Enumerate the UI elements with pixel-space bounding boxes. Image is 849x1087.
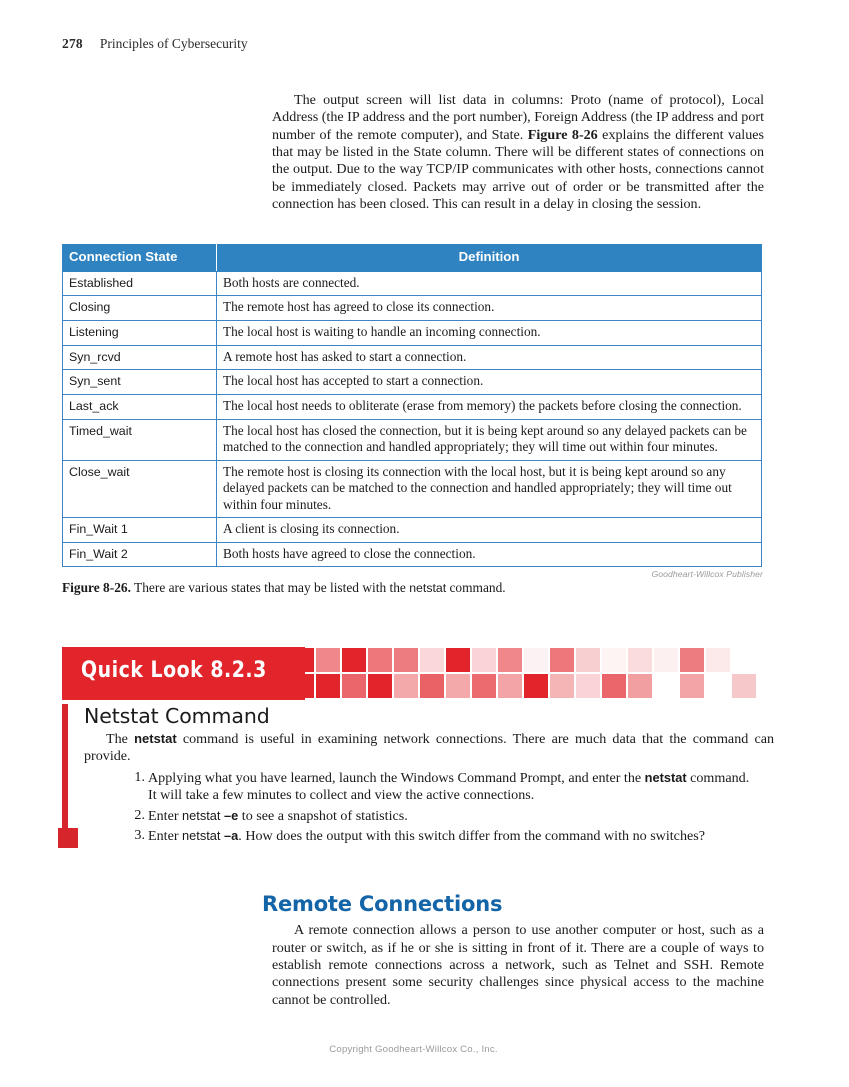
mosaic-square [472,674,496,698]
mosaic-square [472,648,496,672]
table-row [63,296,762,321]
mosaic-square [446,674,470,698]
cell-definition: The local host is waiting to handle an incoming connection. [217,320,762,345]
ql-intro-after: command is useful in examining network connections. There are much data that the command can provide. [84,731,774,765]
quick-look-intro-paragraph [84,730,774,766]
ql-intro-before: The [106,731,135,747]
cell-state: Fin_Wait 2 [63,542,217,567]
intro-text-part2: explains the different values that may be listed in the State column. There will be different states of connections on the output. Due to the way TCP/IP communicates with other hosts, connections cannot be immediately closed. Packets may arrive out of order or be transmitted after the connection has been closed. This can result in a delay in closing the session. [272,126,764,213]
cell-definition: A client is closing its connection. [217,517,762,542]
figure-caption-text-after: command. [446,580,506,595]
cell-state: Syn_rcvd [63,345,217,370]
cell-definition: Both hosts are connected. [217,271,762,296]
ql-intro-command: netstat [134,731,177,746]
list-item-number: 2. [134,806,145,823]
quick-look-spine-bar [62,704,68,833]
mosaic-square [342,674,366,698]
footer-copyright: Copyright Goodheart-Willcox Co., Inc. [329,1044,498,1055]
quick-look-title: Quick Look 8.2.3 [81,658,267,683]
quick-look-heading: Netstat Command [84,704,270,728]
mosaic-square [498,648,522,672]
list-item-text-before: Enter [148,828,183,845]
cell-definition: The remote host has agreed to close its connection. [217,296,762,321]
cell-definition: A remote host has asked to start a connection. [217,345,762,370]
list-item-number: 1. [134,768,145,785]
cell-definition: The remote host is closing its connection with the local host, but it is being kept around so any delayed packets can be matched to the connection and handled appropriately; they will time out within four minutes. [217,460,762,517]
mosaic-square [654,648,678,672]
table-body [63,271,762,567]
cell-definition: The local host needs to obliterate (erase from memory) the packets before closing the connection. [217,395,762,420]
list-item-text-after: to see a snapshot of statistics. [238,807,408,824]
figure-credit: Goodheart-Willcox Publisher [651,569,763,579]
mosaic-square [628,674,652,698]
figure-reference: Figure 8-26 [527,126,598,143]
mosaic-square [550,648,574,672]
mosaic-square [446,648,470,672]
mosaic-square [420,674,444,698]
list-item-text-after: command. It will take a few minutes to collect and view the active connections. [148,769,750,804]
mosaic-square [420,648,444,672]
mosaic-square [394,648,418,672]
cell-state: Closing [63,296,217,321]
quick-look-title-block [62,647,305,700]
mosaic-square [576,648,600,672]
mosaic-square [550,674,574,698]
intro-paragraph [272,92,764,213]
figure-caption-text-before: There are various states that may be listed with the [130,580,410,595]
list-item [76,769,756,805]
mosaic-square [628,648,652,672]
section-heading-remote-connections: Remote Connections [262,892,503,917]
mosaic-square [576,674,600,698]
table-row [63,271,762,296]
cell-definition: Both hosts have agreed to close the connection. [217,542,762,567]
mosaic-square [342,648,366,672]
book-title: Principles of Cybersecurity [99,36,248,51]
list-item [76,807,756,825]
table-row [63,419,762,460]
mosaic-square [732,674,756,698]
cell-state: Syn_sent [63,370,217,395]
cell-state: Timed_wait [63,419,217,460]
mosaic-square [368,648,392,672]
table-row [63,517,762,542]
list-item-number: 3. [134,827,145,844]
list-item-text-before: Applying what you have learned, launch the Windows Command Prompt, and enter the [148,769,645,786]
intro-text-part1: The output screen will list data in columns: Proto (name of protocol), Local Address (the IP address and the port number), Foreign Address (the IP address and port number of the remote computer), and State. [272,92,764,143]
table-row [63,460,762,517]
quick-look-banner [62,647,762,700]
column-header-definition: Definition [217,245,762,272]
mosaic-square [680,648,704,672]
mosaic-square [680,674,704,698]
mosaic-square [602,674,626,698]
section-paragraph: A remote connection allows a person to use another computer or host, such as a router or switch, as if he or she is sitting in front of it. There are a couple of ways to establish remote connections across a network, such as Telnet and SSH. Remote connections present some security challenges since physical access to the machine cannot be controlled. [272,922,764,1008]
connection-state-table [62,244,762,567]
figure-caption [62,580,506,596]
figure-caption-number: Figure 8-26. [62,580,131,595]
page-folio: 278 [62,36,83,51]
cell-state: Close_wait [63,460,217,517]
table-row [63,395,762,420]
mosaic-square [524,674,548,698]
list-item-text-after: . How does the output with this switch differ from the command with no switches? [238,828,705,845]
table-row [63,370,762,395]
list-item-switch: –a [224,828,239,844]
cell-state: Last_ack [63,395,217,420]
list-item [76,827,756,845]
mosaic-square [394,674,418,698]
quick-look-mosaic-decoration [290,647,762,700]
quick-look-spine-foot [58,828,78,848]
cell-state: Established [63,271,217,296]
table-head [63,245,762,272]
mosaic-square [498,674,522,698]
quick-look-step-list [76,769,756,846]
cell-state: Fin_Wait 1 [63,517,217,542]
table-header-row [63,245,762,272]
list-item-command: netstat [182,828,225,844]
figure-caption-command: netstat [409,581,447,595]
cell-state: Listening [63,320,217,345]
mosaic-square [316,648,340,672]
table-row [63,320,762,345]
cell-definition: The local host has accepted to start a connection. [217,370,762,395]
quick-look-feature [62,647,774,845]
table-row [63,542,762,567]
list-item-command: netstat [182,807,225,823]
quick-look-body [62,704,774,845]
table-row [63,345,762,370]
running-head [62,36,248,52]
list-item-text-before: Enter [148,807,183,824]
column-header-connection-state: Connection State [63,245,217,272]
list-item-switch: –e [224,807,239,823]
cell-definition: The local host has closed the connection, but it is being kept around so any delayed packets can be matched to the connection and handled appropriately; they will time out within four minutes. [217,419,762,460]
mosaic-square [706,648,730,672]
mosaic-square [524,648,548,672]
mosaic-square [316,674,340,698]
mosaic-square [602,648,626,672]
mosaic-square [368,674,392,698]
list-item-command: netstat [644,769,687,785]
